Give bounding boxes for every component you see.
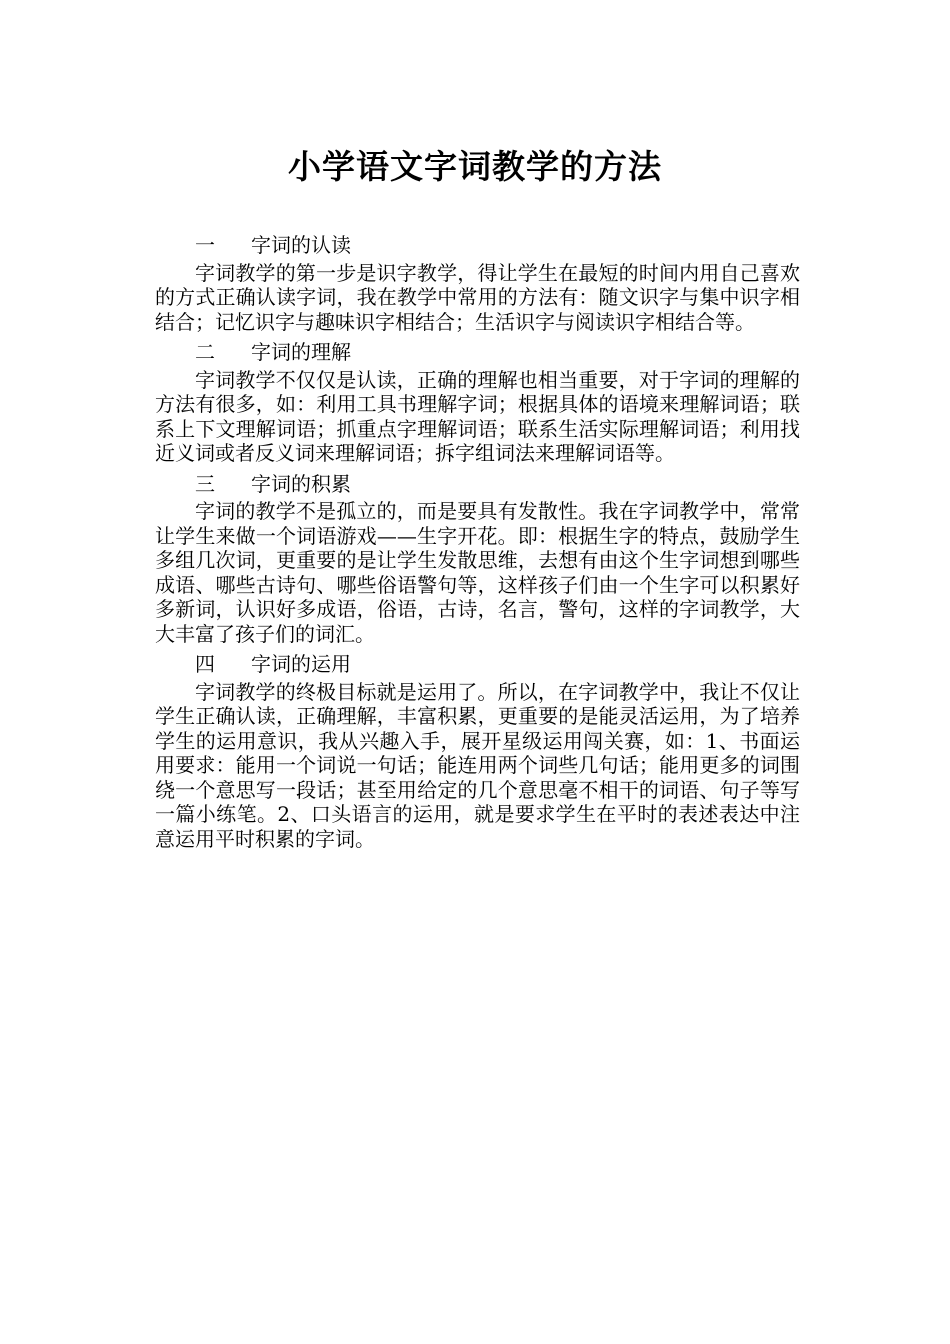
section-heading-text: 字词的认读 bbox=[251, 233, 351, 257]
section-heading-4 bbox=[155, 652, 800, 677]
section-heading-text: 字词的理解 bbox=[251, 340, 351, 364]
section-paragraph-2: 字词教学不仅仅是认读，正确的理解也相当重要，对于字词的理解的方法有很多，如：利用工具书理解字词；根据具体的语境来理解词语；联系上下文理解词语；抓重点字理解词语；联系生活实际理解词语；利用找近义词或者反义词来理解词语；拆字组词法来理解词语等。 bbox=[155, 367, 800, 465]
section-heading-text: 字词的积累 bbox=[251, 471, 351, 496]
section-paragraph-4: 字词教学的终极目标就是运用了。所以，在字词教学中，我让不仅让学生正确认读，正确理解，丰富积累，更重要的是能灵活运用，为了培养学生的运用意识，我从兴趣入手，展开星级运用闯关赛，如：1、书面运用要求：能用一个词说一句话；能连用两个词些几句话；能用更多的词围绕一个意思写一段话；甚至用给定的几个意思毫不相干的词语、句子等写一篇小练笔。2、口头语言的运用，就是要求学生在平时的表述表达中注意运用平时积累的字词。 bbox=[155, 679, 800, 851]
section-number: 四 bbox=[195, 652, 215, 676]
section-number: 三 bbox=[195, 471, 215, 496]
section-heading-2 bbox=[155, 340, 800, 365]
section-paragraph-3: 字词的教学不是孤立的，而是要具有发散性。我在字词教学中，常常让学生来做一个词语游戏——生字开花。即：根据生字的特点，鼓励学生多组几次词，更重要的是让学生发散思维，去想有由这个生字词想到哪些成语、哪些古诗句、哪些俗语警句等，这样孩子们由一个生字可以积累好多新词，认识好多成语，俗语，古诗，名言，警句，这样的字词教学，大大丰富了孩子们的词汇。 bbox=[155, 499, 800, 646]
section-number: 二 bbox=[195, 340, 215, 364]
section-heading-text: 字词的运用 bbox=[251, 652, 351, 676]
section-heading-3 bbox=[155, 472, 800, 497]
document-title: 小学语文字词教学的方法 bbox=[288, 147, 662, 186]
section-heading-1 bbox=[155, 233, 800, 258]
document-body bbox=[155, 233, 800, 857]
section-paragraph-1: 字词教学的第一步是识字教学，得让学生在最短的时间内用自己喜欢的方式正确认读字词，我在教学中常用的方法有：随文识字与集中识字相结合；记忆识字与趣味识字相结合；生活识字与阅读识字相结合等。 bbox=[155, 260, 800, 334]
section-number: 一 bbox=[195, 233, 215, 257]
